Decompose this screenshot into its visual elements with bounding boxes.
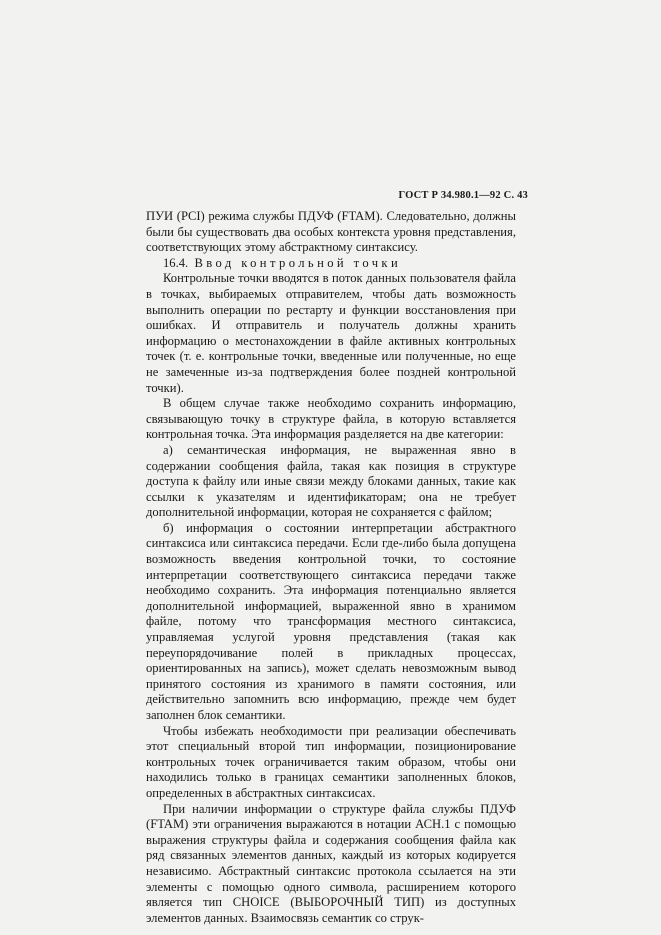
- section-title: Ввод контрольной точки: [194, 255, 402, 270]
- paragraph: Чтобы избежать необходимости при реализации обеспечивать этот специальный второй тип информации, позиционирование контрольных точек ограничивается таким образом, чтобы они находились только в границах семантики заполненных блоков, определенных в абстрактных синтаксисах.: [146, 723, 516, 800]
- list-item-b: б) информация о состоянии интерпретации абстрактного синтаксиса или синтаксиса передачи. Если где-либо была допущена возможность введения контрольной точки, то состояние интерпретации соответствующего синтаксиса передачи также необходимо сохранить. Эта информация потенциально является дополнительной информацией, выраженной явно в хранимом файле, потому что трансформация местного синтаксиса, управляемая услугой уровня представления (такая как переупорядочивание полей в прикладных процессах, ориентированных на запись), может сделать невозможным вывод принятого состояния из хранимого в памяти состояния, или действительно запомнить всю информацию, прежде чем будет заполнен блок семантики.: [146, 520, 516, 722]
- list-item-a: а) семантическая информация, не выраженная явно в содержании сообщения файла, такая как позиция в структуре доступа к файлу или иные связи между блоками данных, такие как ссылки к указателям и идентификаторам; она не требует дополнительной информации, которая не сохраняется с файлом;: [146, 442, 516, 520]
- paragraph: При наличии информации о структуре файла службы ПДУФ (FTAM) эти ограничения выражаются в нотации АСН.1 с помощью выражения структуры файла и содержания сообщения файла как ряд связанных элементов данных, каждый из которых кодируется независимо. Абстрактный синтаксис протокола ссылается на эти элементы с помощью одного символа, расширением которого является тип CHOICE (ВЫБОРОЧНЫЙ ТИП) из доступных элементов данных. Взаимосвязь семантик со струк-: [146, 801, 516, 925]
- section-number: 16.4.: [163, 255, 189, 270]
- page-header: ГОСТ Р 34.980.1—92 С. 43: [398, 190, 528, 201]
- paragraph-continuation: ПУИ (PCI) режима службы ПДУФ (FTAM). Следовательно, должны были бы существовать два особых контекста уровня представления, соответствующих этому абстрактному синтаксису.: [146, 209, 516, 255]
- paragraph: Контрольные точки вводятся в поток данных пользователя файла в точках, выбираемых отправителем, чтобы дать возможность выполнить операции по рестарту и функции восстановления при ошибках. И отправитель и получатель должны хранить информацию о местонахождении в файле активных контрольных точек (т. е. контрольные точки, введенные или полученные, но еще не замеченные из-за подтверждения более поздней контрольной точки).: [146, 271, 516, 395]
- paragraph: В общем случае также необходимо сохранить информацию, связывающую точку в структуре файла, в которую вставляется контрольная точка. Эта информация разделяется на две категории:: [146, 396, 516, 442]
- section-heading: [146, 256, 516, 272]
- document-body: [146, 209, 516, 926]
